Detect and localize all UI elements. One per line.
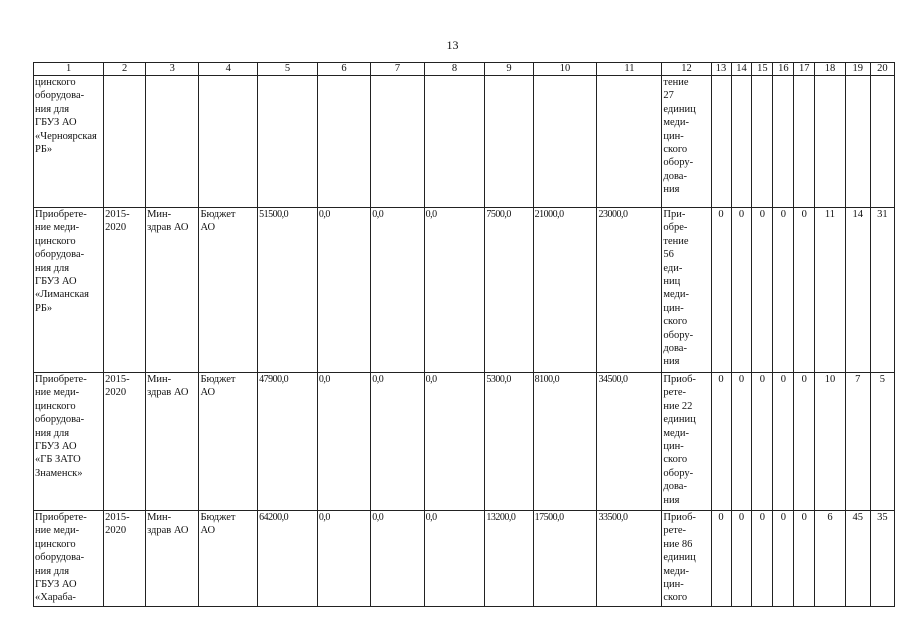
table-cell: 0 bbox=[773, 373, 794, 511]
table-cell: 14 bbox=[845, 208, 870, 373]
table-cell: Приобрете- ние меди- цинского оборудова- ния для ГБУЗ АО «Лиманская РБ» bbox=[34, 208, 104, 373]
table-cell: 0 bbox=[731, 208, 752, 373]
table-cell: Бюджет АО bbox=[199, 208, 258, 373]
table-cell: Приоб- рете- ние 86 единиц меди- цин- ского bbox=[662, 511, 711, 607]
table-cell: Приоб- рете- ние 22 единиц меди- цин- ского обору- дова- ния bbox=[662, 373, 711, 511]
table-cell: 0,0 bbox=[424, 208, 485, 373]
table-cell: 47900,0 bbox=[258, 373, 318, 511]
table-cell: 6 bbox=[815, 511, 845, 607]
column-header: 7 bbox=[371, 63, 424, 76]
table-cell: 0 bbox=[752, 208, 773, 373]
table-row bbox=[34, 76, 895, 208]
table-cell: 0 bbox=[711, 208, 731, 373]
table-cell: 5 bbox=[870, 373, 894, 511]
column-header: 18 bbox=[815, 63, 845, 76]
column-header: 9 bbox=[485, 63, 533, 76]
table-cell bbox=[371, 76, 424, 208]
table-cell bbox=[146, 76, 199, 208]
table-cell: 0 bbox=[794, 511, 815, 607]
table-cell: 33500,0 bbox=[597, 511, 662, 607]
header-row bbox=[34, 63, 895, 76]
table-cell: 31 bbox=[870, 208, 894, 373]
table-cell: Приобрете- ние меди- цинского оборудова- ния для ГБУЗ АО «ГБ ЗАТО Знаменск» bbox=[34, 373, 104, 511]
table-cell bbox=[199, 76, 258, 208]
table-row bbox=[34, 208, 895, 373]
table-cell: 7500,0 bbox=[485, 208, 533, 373]
column-header: 12 bbox=[662, 63, 711, 76]
table-row bbox=[34, 373, 895, 511]
table-cell: 0,0 bbox=[424, 511, 485, 607]
table-cell bbox=[711, 76, 731, 208]
table-cell: цинского оборудова- ния для ГБУЗ АО «Черноярская РБ» bbox=[34, 76, 104, 208]
table-cell: 45 bbox=[845, 511, 870, 607]
table-cell: Мин- здрав АО bbox=[146, 373, 199, 511]
table-cell bbox=[870, 76, 894, 208]
table-cell bbox=[485, 76, 533, 208]
budget-table bbox=[33, 62, 895, 607]
table-cell: 64200,0 bbox=[258, 511, 318, 607]
table-cell: 21000,0 bbox=[533, 208, 597, 373]
column-header: 20 bbox=[870, 63, 894, 76]
column-header: 17 bbox=[794, 63, 815, 76]
table-cell: 0 bbox=[794, 373, 815, 511]
table-cell: 11 bbox=[815, 208, 845, 373]
column-header: 8 bbox=[424, 63, 485, 76]
table-cell: Бюджет АО bbox=[199, 511, 258, 607]
table-cell: 0,0 bbox=[371, 373, 424, 511]
column-header: 14 bbox=[731, 63, 752, 76]
column-header: 10 bbox=[533, 63, 597, 76]
table-cell: 10 bbox=[815, 373, 845, 511]
table-cell bbox=[317, 76, 370, 208]
table-cell bbox=[104, 76, 146, 208]
table-cell: 0 bbox=[794, 208, 815, 373]
table-cell bbox=[773, 76, 794, 208]
table-cell: 0 bbox=[731, 373, 752, 511]
table-cell bbox=[597, 76, 662, 208]
table-cell bbox=[258, 76, 318, 208]
table-cell bbox=[424, 76, 485, 208]
table-cell: тение 27 единиц меди- цин- ского обору- дова- ния bbox=[662, 76, 711, 208]
table-cell: 0,0 bbox=[317, 373, 370, 511]
table-cell bbox=[731, 76, 752, 208]
column-header: 2 bbox=[104, 63, 146, 76]
table-cell: 0,0 bbox=[371, 511, 424, 607]
column-header: 6 bbox=[317, 63, 370, 76]
table-body bbox=[34, 63, 895, 607]
table-cell: 17500,0 bbox=[533, 511, 597, 607]
table-row bbox=[34, 511, 895, 607]
column-header: 19 bbox=[845, 63, 870, 76]
table-cell: 2015- 2020 bbox=[104, 511, 146, 607]
column-header: 15 bbox=[752, 63, 773, 76]
table-cell: 0 bbox=[731, 511, 752, 607]
table-cell: 2015- 2020 bbox=[104, 373, 146, 511]
table-cell: 2015- 2020 bbox=[104, 208, 146, 373]
table-cell: 0 bbox=[752, 373, 773, 511]
table-cell: Мин- здрав АО bbox=[146, 511, 199, 607]
table-cell: 13200,0 bbox=[485, 511, 533, 607]
table-cell bbox=[815, 76, 845, 208]
table-cell: 8100,0 bbox=[533, 373, 597, 511]
table-cell: 0,0 bbox=[317, 511, 370, 607]
table-cell: При- обре- тение 56 еди- ниц меди- цин- ского обору- дова- ния bbox=[662, 208, 711, 373]
table-cell: 0 bbox=[752, 511, 773, 607]
table-cell: 35 bbox=[870, 511, 894, 607]
table-cell bbox=[752, 76, 773, 208]
table-cell: 34500,0 bbox=[597, 373, 662, 511]
table-cell: 0 bbox=[773, 208, 794, 373]
table-cell: Мин- здрав АО bbox=[146, 208, 199, 373]
table-cell: 0 bbox=[711, 511, 731, 607]
column-header: 11 bbox=[597, 63, 662, 76]
table-cell: 23000,0 bbox=[597, 208, 662, 373]
table-cell: 51500,0 bbox=[258, 208, 318, 373]
table-cell: Приобрете- ние меди- цинского оборудова- ния для ГБУЗ АО «Хараба- bbox=[34, 511, 104, 607]
column-header: 1 bbox=[34, 63, 104, 76]
table-cell: 0,0 bbox=[424, 373, 485, 511]
table-cell: 0,0 bbox=[317, 208, 370, 373]
table-cell: 0 bbox=[711, 373, 731, 511]
table-cell bbox=[845, 76, 870, 208]
table-cell: 5300,0 bbox=[485, 373, 533, 511]
table-cell: 0,0 bbox=[371, 208, 424, 373]
column-header: 5 bbox=[258, 63, 318, 76]
column-header: 3 bbox=[146, 63, 199, 76]
page-number: 13 bbox=[446, 38, 459, 52]
table-cell bbox=[794, 76, 815, 208]
table-cell bbox=[533, 76, 597, 208]
column-header: 16 bbox=[773, 63, 794, 76]
column-header: 13 bbox=[711, 63, 731, 76]
table-cell: 0 bbox=[773, 511, 794, 607]
table-cell: 7 bbox=[845, 373, 870, 511]
table-cell: Бюджет АО bbox=[199, 373, 258, 511]
column-header: 4 bbox=[199, 63, 258, 76]
